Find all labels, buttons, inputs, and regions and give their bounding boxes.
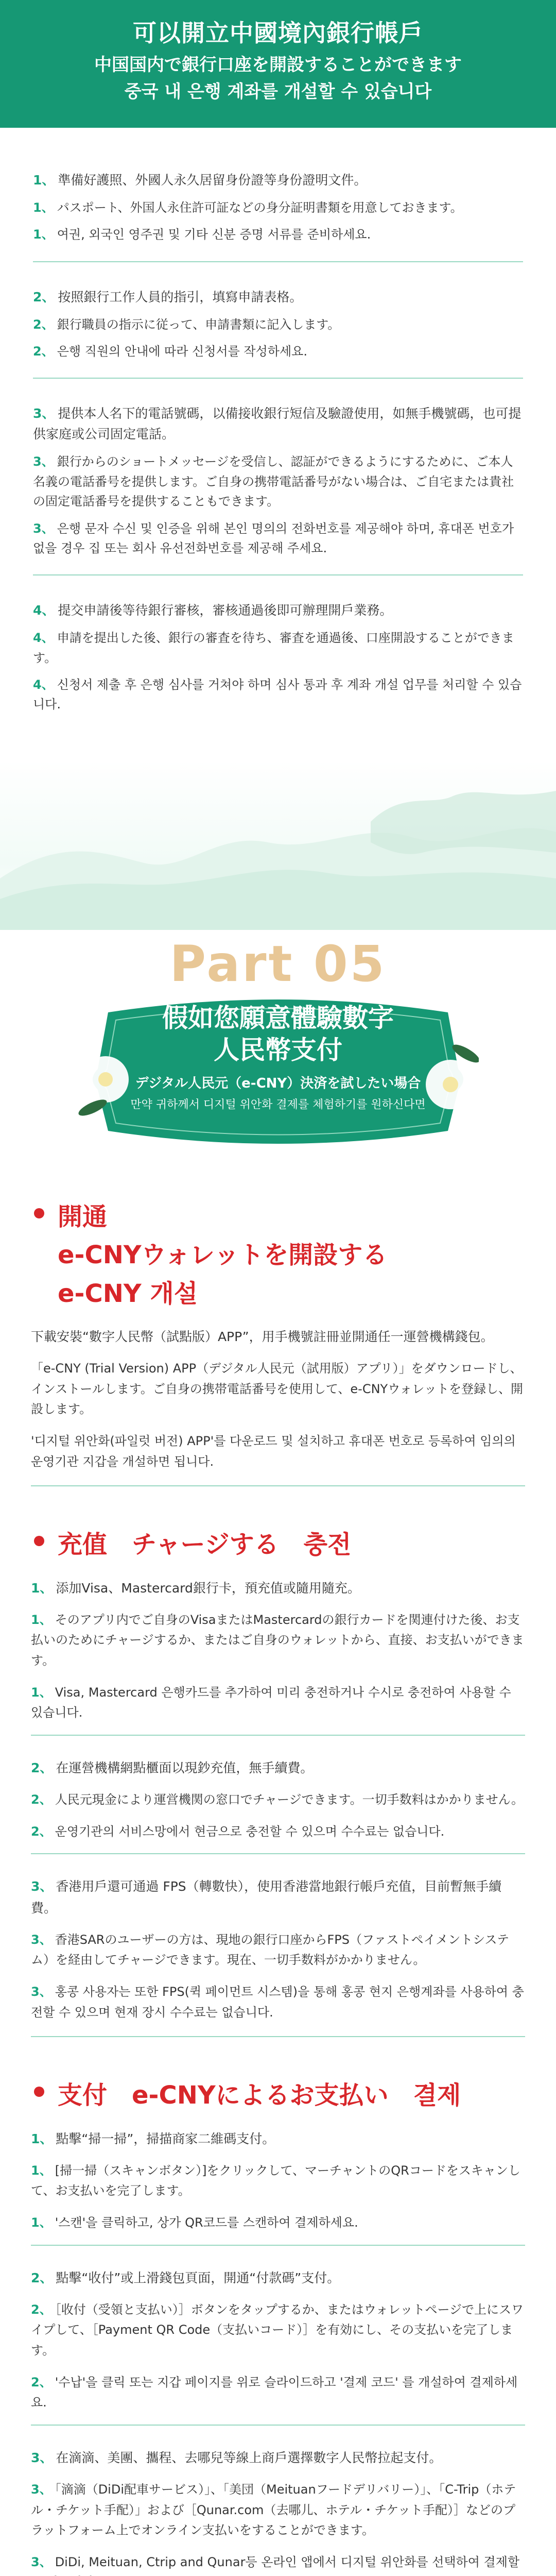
header-banner — [0, 0, 556, 128]
section-title-line: 充值 チャージする 충전 — [58, 1530, 352, 1560]
paragraph-number: 3、 — [31, 2450, 53, 2465]
paragraph-text: 添加Visa、Mastercard銀行卡，預充值或隨用隨充。 — [56, 1580, 360, 1596]
part-banner-text — [77, 1002, 479, 1112]
section-heading — [31, 2076, 525, 2114]
section-paragraph — [31, 1683, 525, 1723]
section-paragraph — [31, 2372, 525, 2413]
mountain-decoration — [0, 760, 556, 930]
paragraph-text: 香港用戶還可通過 FPS（轉數快），使用香港當地銀行帳戶充值，目前暫無手續費。 — [31, 1879, 502, 1916]
section-paragraph — [31, 2128, 525, 2149]
paragraph-number: 1、 — [31, 2131, 53, 2146]
section-block — [31, 2425, 525, 2576]
paragraph-text: DiDi, Meituan, Ctrip and Qunar등 온라인 앱에서 디지털 위안화를 선택하여 결제할 — [55, 2554, 520, 2569]
step-number: 1、 — [33, 172, 55, 188]
step-item — [33, 315, 523, 334]
section-paragraph — [31, 2300, 525, 2361]
step-group — [33, 589, 523, 731]
step-text: 申請を提出した後、銀行の審査を待ち、審査を通過後、口座開設することができます。 — [33, 631, 514, 665]
step-text: 銀行職員の指示に従って、申請書類に記入します。 — [57, 317, 340, 332]
paragraph-text: 點擊“掃一掃”，掃描商家二維碼支付。 — [56, 2131, 275, 2146]
paragraph-text: 在滴滴、美團、攜程、去哪兒等線上商戶選擇數字人民幣拉起支付。 — [56, 2450, 442, 2465]
paragraph-text: 「滴滴（DiDi配車サービス）」、「美団（Meituanフードデリバリー）」、「C-Trip（ホテル・チケット手配）」および［Qunar.com（去哪儿、ホテル・チケット手配）］などのプラットフォーム上でオンライン支払いをすることができます。 — [31, 2482, 516, 2538]
paragraph-text: [掃一掃（スキャンボタン）]をクリックして、マーチャントのQRコードをスキャンして、お支払いを完了します。 — [31, 2163, 520, 2198]
step-item — [33, 287, 523, 308]
step-item — [33, 600, 523, 621]
section-block — [31, 1853, 525, 2023]
section-title-line: e-CNYウォレットを開設する — [58, 1241, 388, 1270]
step-group — [33, 159, 523, 262]
section-paragraph — [31, 1757, 525, 1778]
step-item — [33, 675, 523, 715]
step-number: 1、 — [33, 227, 54, 242]
step-number: 2、 — [33, 344, 54, 359]
step-text: 여권, 외국인 영주권 및 기타 신분 증명 서류를 준비하세요. — [57, 227, 371, 242]
section-paragraph — [31, 1982, 525, 2023]
step-text: 銀行からのショートメッセージを受信し、認証ができるようにするために、ご本人名義の電話番号を提供します。ご自身の携帯電話番号がない場合は、ご自宅または貴社の固定電話番号を提供することもできます。 — [33, 454, 514, 509]
sections-container — [0, 1177, 556, 2576]
subtitle-jp: 中国国内で銀行口座を開設することができます — [94, 55, 462, 75]
section-title-line: e-CNY 개설 — [58, 1279, 198, 1308]
paragraph-number: 2、 — [31, 2302, 52, 2317]
section-divider — [31, 2036, 525, 2037]
content-section — [0, 2056, 556, 2576]
section-paragraph — [31, 2267, 525, 2289]
section-paragraph — [31, 1876, 525, 1919]
paragraph-text: 下載安裝“數字人民幣（試點版）APP”，用手機號註冊並開通任一運營機構錢包。 — [31, 1329, 494, 1345]
section-title — [58, 1526, 351, 1564]
part-label: Part 05 — [169, 935, 387, 993]
section-paragraph — [31, 2213, 525, 2233]
paragraph-text: '디지털 위안화(파일럿 버전) APP'를 다운로드 및 설치하고 휴대폰 번호로 등록하여 임의의 운영기관 지갑을 개설하면 됩니다. — [31, 1434, 516, 1469]
section-block — [31, 1326, 525, 1472]
subtitle-kr: 중국 내 은행 계좌를 개설할 수 있습니다 — [124, 81, 432, 102]
section-block — [31, 1578, 525, 1723]
step-text: 은행 문자 수신 및 인증을 위해 본인 명의의 전화번호를 제공해야 하며, 휴대폰 번호가 없을 경우 집 또는 회사 유선전화번호를 제공해 주세요. — [33, 521, 514, 555]
step-text: 은행 직원의 안내에 따라 신청서를 작성하세요. — [57, 344, 307, 359]
step-text: 準備好護照、外國人永久居留身份證等身份證明文件。 — [58, 172, 367, 188]
paragraph-text: 在運營機構網點櫃面以現鈔充值，無手續費。 — [56, 1760, 314, 1775]
paragraph-number: 1、 — [31, 2163, 52, 2178]
paragraph-number: 1、 — [31, 2215, 52, 2230]
section-heading — [31, 1198, 525, 1313]
section-heading — [31, 1526, 525, 1564]
paragraph-text: 香港SARのユーザーの方は、現地の銀行口座からFPS（ファストペイメントシステム）を経由してチャージできます。現在、一切手数料がかかりません。 — [31, 1932, 510, 1968]
step-number: 3、 — [33, 454, 54, 469]
red-bullet-icon — [34, 1208, 44, 1218]
section-paragraph — [31, 1431, 525, 1472]
step-number: 4、 — [33, 631, 54, 646]
step-number: 3、 — [33, 406, 55, 421]
section-paragraph — [31, 1359, 525, 1420]
step-number: 4、 — [33, 603, 55, 618]
paragraph-number: 3、 — [31, 1879, 53, 1894]
step-number: 2、 — [33, 317, 54, 332]
step-item — [33, 225, 523, 244]
step-text: 按照銀行工作人員的指引，填寫申請表格。 — [58, 289, 303, 304]
section-paragraph — [31, 2447, 525, 2468]
section-block — [31, 2128, 525, 2233]
paragraph-number: 1、 — [31, 1580, 53, 1596]
step-item — [33, 198, 523, 217]
section-paragraph — [31, 2161, 525, 2201]
section-title-line: 開通 — [58, 1202, 108, 1231]
paragraph-text: '수납'을 클릭 또는 지갑 페이지를 위로 슬라이드하고 '결제 코드' 를 개설하여 결제하세요. — [31, 2375, 518, 2410]
content-section — [0, 1177, 556, 1505]
section-paragraph — [31, 1790, 525, 1810]
step-item — [33, 628, 523, 668]
section-paragraph — [31, 1578, 525, 1599]
section-title — [58, 1198, 387, 1313]
paragraph-number: 1、 — [31, 1685, 52, 1700]
step-number: 4、 — [33, 677, 54, 692]
step-item — [33, 170, 523, 191]
section-divider — [31, 1485, 525, 1486]
paragraph-number: 1、 — [31, 1612, 52, 1627]
paragraph-text: 홍콩 사용자는 또한 FPS(퀵 페이먼트 시스템)을 통해 홍콩 현지 은행계좌를 사용하여 충전할 수 있으며 현재 장시 수수료는 없습니다. — [31, 1984, 524, 2020]
mountain-illustration — [0, 760, 556, 930]
step-number: 2、 — [33, 289, 55, 304]
content-section — [0, 1505, 556, 2056]
paragraph-text: 운영기관의 서비스망에서 현금으로 충전할 수 있으며 수수료는 없습니다. — [55, 1824, 445, 1839]
step-group — [33, 276, 523, 379]
paragraph-number: 2、 — [31, 1760, 53, 1775]
paragraph-text: 人民元現金により運営機関の窓口でチャージできます。一切手数料はかかりません。 — [55, 1792, 524, 1807]
red-bullet-icon — [34, 2087, 44, 2097]
step-text: 提供本人名下的電話號碼，以備接收銀行短信及驗證使用，如無手機號碼，也可提供家庭或公司固定電話。 — [33, 406, 522, 442]
banner-line-2: 人民幣支付 — [214, 1035, 342, 1065]
paragraph-text: ［收付（受領と支払い）］ボタンをタップするか、またはウォレットページで上にスワイプして、［Payment QR Code（支払いコード）］を有効にし、その支払いを完了します。 — [31, 2302, 524, 2358]
paragraph-number: 3、 — [31, 2482, 52, 2497]
banner-jp: デジタル人民元（e-CNY）決済を試したい場合 — [135, 1075, 421, 1091]
banner-line-1: 假如您願意體驗數字 — [162, 1003, 394, 1033]
section-paragraph — [31, 1326, 525, 1347]
section-block — [31, 1735, 525, 1842]
banner-kr: 만약 귀하께서 디지털 위안화 결제를 체험하기를 원하신다면 — [130, 1098, 426, 1111]
step-item — [33, 342, 523, 361]
paragraph-text: 點擊“收付”或上滑錢包頁面，開通“付款碼”支付。 — [56, 2270, 340, 2285]
step-number: 1、 — [33, 200, 54, 215]
step-text: 신청서 제출 후 은행 심사를 거쳐야 하며 심사 통과 후 계좌 개설 업무를 처리할 수 있습니다. — [33, 677, 522, 712]
section-paragraph — [31, 1610, 525, 1671]
step-item — [33, 403, 523, 445]
section-paragraph — [31, 2480, 525, 2541]
step-text: パスポート、外国人永住許可証などの身分証明書類を用意しておきます。 — [57, 200, 463, 215]
paragraph-number: 2、 — [31, 1824, 52, 1839]
red-bullet-icon — [34, 1536, 44, 1546]
step-number: 3、 — [33, 521, 54, 536]
step-text: 提交申請後等待銀行審核，審核通過後即可辦理開戶業務。 — [58, 603, 393, 618]
step-item — [33, 452, 523, 511]
paragraph-number: 2、 — [31, 1792, 52, 1807]
paragraph-number: 2、 — [31, 2375, 52, 2389]
paragraph-text: 「e-CNY (Trial Version) APP（デジタル人民元（試用版）アプリ）」をダウンロードし、インストールします。ご自身の携帯電話番号を使用して、e-CNYウォレットを登録し、開設します。 — [31, 1361, 523, 1417]
section-paragraph — [31, 1930, 525, 1971]
paragraph-number: 3、 — [31, 2554, 52, 2569]
section-block — [31, 2245, 525, 2413]
steps-list — [0, 128, 556, 760]
section-title — [58, 2076, 461, 2114]
paragraph-text: '스캔'을 클릭하고, 상가 QR코드를 스캔하여 결제하세요. — [55, 2215, 358, 2230]
section-paragraph — [31, 1822, 525, 1842]
paragraph-number: 2、 — [31, 2270, 53, 2285]
part-section — [0, 930, 556, 1177]
step-group — [33, 392, 523, 575]
paragraph-text: Visa, Mastercard 은행카드를 추가하여 미리 충전하거나 수시로 충전하여 사용할 수 있습니다. — [31, 1685, 511, 1720]
step-item — [33, 519, 523, 558]
paragraph-number: 3、 — [31, 1932, 52, 1947]
paragraph-text: そのアプリ内でご自身のVisaまたはMastercardの銀行カードを関連付けた後、お支払いのためにチャージするか、またはご自身のウォレットから、直接、お支払いができます。 — [31, 1612, 524, 1668]
section-paragraph — [31, 2552, 525, 2576]
paragraph-number: 3、 — [31, 1984, 52, 1999]
page-title: 可以開立中國境內銀行帳戶 — [133, 19, 423, 47]
section-title-line: 支付 e-CNYによるお支払い 결제 — [58, 2081, 461, 2110]
